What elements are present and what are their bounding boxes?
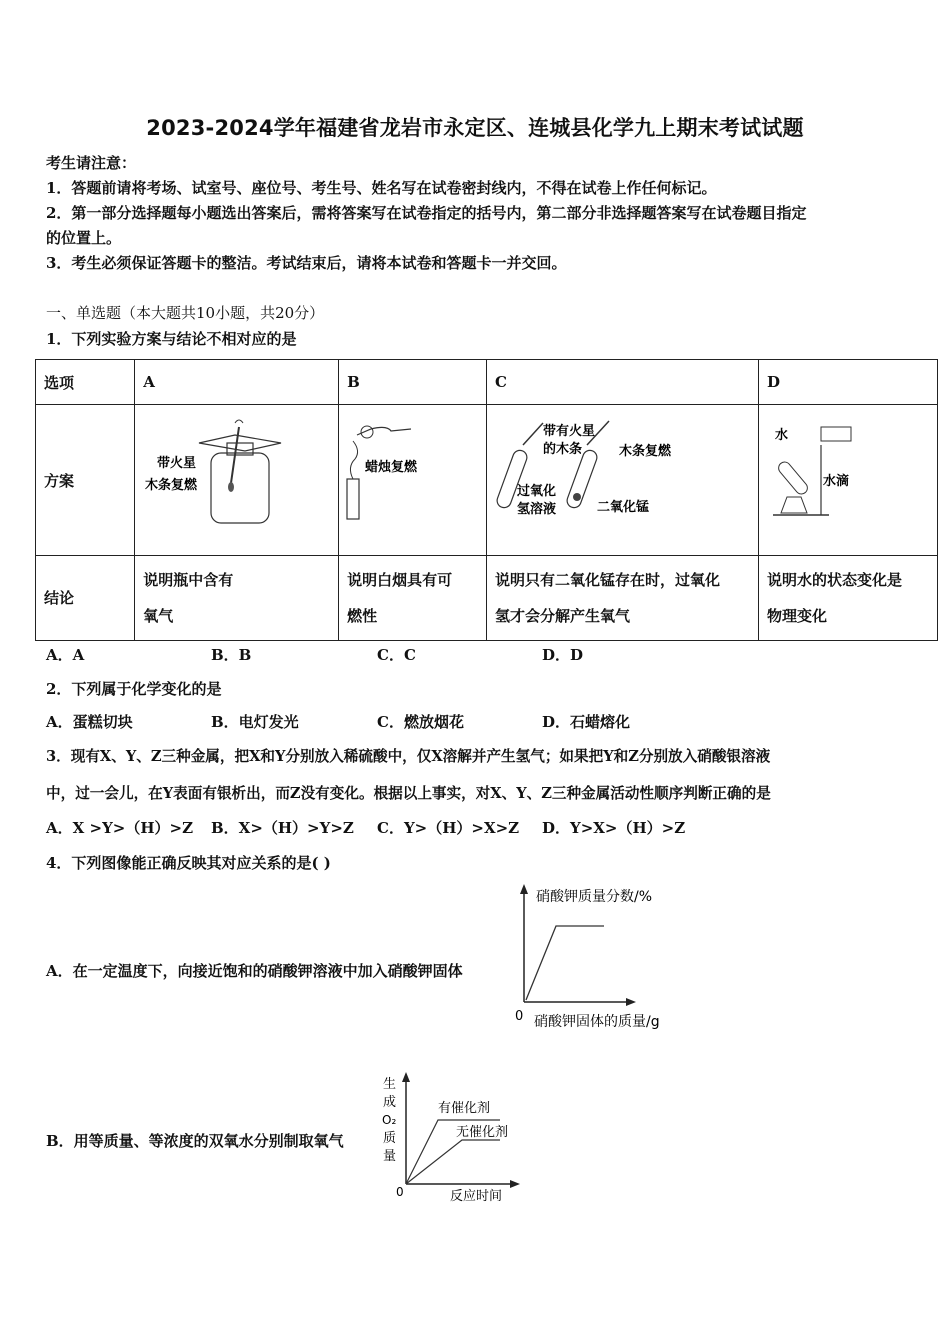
q3-stem-line: 3．现有X、Y、Z三种金属，把X和Y分别放入稀硫酸中，仅X溶解并产生氢气；如果把Y和Z分别放入硝酸银溶液 bbox=[46, 748, 771, 765]
conclusion-text: 说明只有二氧化锰存在时，过氧化 bbox=[495, 571, 721, 589]
y-axis-label: O₂ bbox=[382, 1113, 397, 1127]
y-axis-label: 生 bbox=[383, 1077, 397, 1092]
q1-option-b[interactable]: B．B bbox=[211, 646, 252, 664]
section-heading: 一、单选题（本大题共10小题，共20分） bbox=[46, 304, 325, 322]
notice-heading: 考生请注意： bbox=[46, 154, 137, 172]
origin-label: 0 bbox=[515, 1009, 524, 1024]
conclusion-text: 说明白烟具有可 bbox=[347, 571, 453, 589]
figure-label: 蜡烛复燃 bbox=[365, 460, 418, 475]
legend-label: 有催化剂 bbox=[438, 1101, 491, 1116]
series-line bbox=[526, 926, 604, 1000]
notice-item: 3．考生必须保证答题卡的整洁。考试结束后，请将本试卷和答题卡一并交回。 bbox=[46, 254, 567, 272]
figure-label: 二氧化锰 bbox=[597, 500, 650, 515]
figure-label: 木条复燃 bbox=[145, 478, 198, 493]
q2-option-c[interactable]: C．燃放烟花 bbox=[377, 713, 464, 731]
figure-b bbox=[339, 405, 487, 556]
header-cell: D bbox=[759, 360, 938, 405]
row-label: 结论 bbox=[36, 556, 135, 641]
q4-option-b[interactable]: B．用等质量、等浓度的双氧水分别制取氧气 bbox=[46, 1132, 344, 1150]
figure-label: 带有火星 bbox=[543, 424, 596, 439]
x-axis-label: 硝酸钾固体的质量/g bbox=[534, 1014, 660, 1030]
q1-stem: 1．下列实验方案与结论不相对应的是 bbox=[46, 330, 297, 348]
boiling-water-illustration bbox=[759, 405, 937, 551]
q4-stem: 4．下列图像能正确反映其对应关系的是( ) bbox=[46, 854, 331, 872]
conclusion-text: 说明水的状态变化是 bbox=[767, 571, 903, 589]
figure-label: 带火星 bbox=[157, 456, 197, 471]
conclusion-text: 物理变化 bbox=[767, 607, 828, 625]
q4-chart-a bbox=[512, 880, 692, 1032]
q2-stem: 2．下列属于化学变化的是 bbox=[46, 680, 222, 698]
q4-chart-b bbox=[376, 1068, 526, 1208]
header-cell: C bbox=[487, 360, 759, 405]
catalyst-illustration bbox=[487, 405, 757, 551]
q3-stem-line: 中，过一会儿，在Y表面有银析出，而Z没有变化。根据以上事实，对X、Y、Z三种金属活动性顺序判断正确的是 bbox=[46, 785, 771, 802]
y-axis-label: 成 bbox=[383, 1095, 397, 1110]
q4-option-a[interactable]: A．在一定温度下，向接近饱和的硝酸钾溶液中加入硝酸钾固体 bbox=[46, 962, 463, 980]
q2-option-a[interactable]: A．蛋糕切块 bbox=[46, 713, 133, 731]
figure-label: 水 bbox=[775, 428, 789, 443]
y-axis-arrow bbox=[402, 1072, 410, 1082]
y-axis-label: 质 bbox=[383, 1131, 397, 1146]
x-axis-arrow bbox=[626, 998, 636, 1006]
q1-table bbox=[35, 359, 938, 641]
legend-label: 无催化剂 bbox=[456, 1125, 509, 1140]
figure-label: 木条复燃 bbox=[619, 444, 672, 459]
header-cell: A bbox=[135, 360, 339, 405]
q2-option-d[interactable]: D．石蜡熔化 bbox=[542, 713, 631, 731]
conclusion-text: 说明瓶中含有 bbox=[143, 571, 234, 589]
y-axis-label: 硝酸钾质量分数/% bbox=[536, 889, 653, 905]
q3-option-d[interactable]: D．Y>X>（H）>Z bbox=[542, 819, 686, 837]
figure-a bbox=[135, 405, 339, 556]
figure-label: 过氧化 bbox=[517, 484, 557, 499]
x-axis-arrow bbox=[510, 1180, 520, 1188]
q2-option-b[interactable]: B．电灯发光 bbox=[211, 713, 299, 731]
header-cell: B bbox=[339, 360, 487, 405]
q3-option-a[interactable]: A．X >Y>（H）>Z bbox=[46, 819, 194, 837]
figure-label: 氢溶液 bbox=[517, 502, 557, 517]
row-label: 方案 bbox=[36, 405, 135, 556]
notice-item: 2．第一部分选择题每小题选出答案后，需将答案写在试卷指定的括号内，第二部分非选择题答案写在试卷题目指定 bbox=[46, 204, 807, 222]
figure-d bbox=[759, 405, 938, 556]
notice-item: 的位置上。 bbox=[46, 229, 122, 247]
candle-illustration bbox=[339, 405, 485, 551]
notice-item: 1．答题前请将考场、试室号、座位号、考生号、姓名写在试卷密封线内，不得在试卷上作任何标记。 bbox=[46, 179, 717, 197]
header-cell: 选项 bbox=[36, 360, 135, 405]
conclusion-text: 氢才会分解产生氧气 bbox=[495, 607, 631, 625]
figure-label: 水滴 bbox=[823, 474, 850, 489]
q1-option-d[interactable]: D．D bbox=[542, 646, 584, 664]
y-axis-label: 量 bbox=[383, 1149, 397, 1164]
conclusion-text: 氧气 bbox=[143, 607, 174, 625]
y-axis-arrow bbox=[520, 884, 528, 894]
conclusion-text: 燃性 bbox=[347, 607, 378, 625]
series-line-no-catalyst bbox=[406, 1140, 500, 1184]
x-axis-label: 反应时间 bbox=[450, 1189, 503, 1204]
q1-option-c[interactable]: C．C bbox=[377, 646, 416, 664]
figure-c bbox=[487, 405, 759, 556]
q3-option-b[interactable]: B．X>（H）>Y>Z bbox=[211, 819, 354, 837]
figure-label: 的木条 bbox=[543, 442, 583, 457]
q3-option-c[interactable]: C．Y>（H）>X>Z bbox=[377, 819, 520, 837]
page-title: 2023-2024学年福建省龙岩市永定区、连城县化学九上期末考试试题 bbox=[146, 116, 804, 140]
q1-option-a[interactable]: A．A bbox=[46, 646, 85, 664]
oxygen-bottle-illustration bbox=[135, 405, 335, 551]
origin-label: 0 bbox=[396, 1185, 404, 1199]
